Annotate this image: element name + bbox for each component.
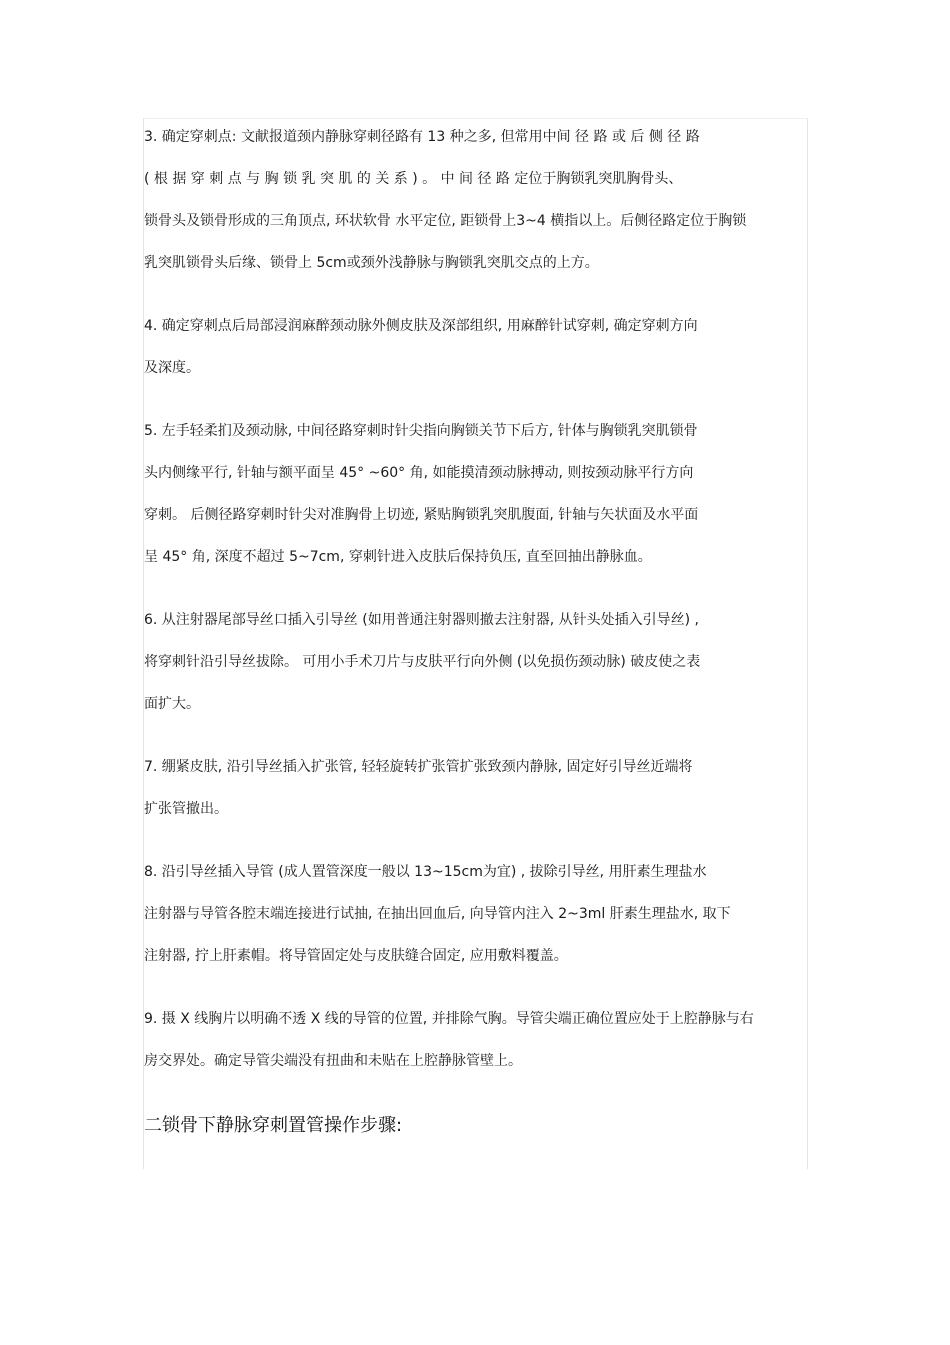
- text-line: 8. 沿引导丝插入导管 (成人置管深度一般以 13~15cm为宜) , 拔除引导丝, 用肝素生理盐水: [144, 864, 707, 880]
- text-line: 将穿刺针沿引导丝拔除。 可用小手术刀片与皮肤平行向外侧 (以免损伤颈动脉) 破皮使之表: [144, 654, 701, 670]
- text-line: 6. 从注射器尾部导丝口插入引导丝 (如用普通注射器则撤去注射器, 从针头处插入引导丝) ,: [144, 612, 699, 628]
- text-line: 锁骨头及锁骨形成的三角顶点, 环状软骨 水平定位, 距锁骨上3~4 横指以上。后侧径路定位于胸锁: [144, 213, 747, 229]
- text-line: 房交界处。确定导管尖端没有扭曲和未贴在上腔静脉管壁上。: [144, 1053, 522, 1069]
- text-line: 5. 左手轻柔扪及颈动脉, 中间径路穿刺时针尖指向胸锁关节下后方, 针体与胸锁乳突肌锁骨: [144, 423, 698, 439]
- document-page: [143, 118, 808, 1169]
- text-line: ( 根 据 穿 刺 点 与 胸 锁 乳 突 肌 的 关 系 ) 。 中 间 径 路 定位于胸锁乳突肌胸骨头、: [144, 171, 683, 187]
- text-line: 扩张管撤出。: [144, 801, 228, 817]
- text-line: 9. 摄 X 线胸片以明确不透 X 线的导管的位置, 并排除气胸。导管尖端正确位置应处于上腔静脉与右: [144, 1011, 754, 1027]
- text-line: 4. 确定穿刺点后局部浸润麻醉颈动脉外侧皮肤及深部组织, 用麻醉针试穿刺, 确定穿刺方向: [144, 318, 698, 334]
- text-line: 面扩大。: [144, 696, 200, 712]
- text-line: 穿刺。 后侧径路穿刺时针尖对准胸骨上切迹, 紧贴胸锁乳突肌腹面, 针轴与矢状面及水平面: [144, 507, 699, 523]
- text-line: 7. 绷紧皮肤, 沿引导丝插入扩张管, 轻轻旋转扩张管扩张致颈内静脉, 固定好引导丝近端将: [144, 759, 693, 775]
- text-line: 头内侧缘平行, 针轴与额平面呈 45° ~60° 角, 如能摸清颈动脉搏动, 则按颈动脉平行方向: [144, 465, 694, 481]
- text-line: 及深度。: [144, 360, 200, 376]
- text-line: 乳突肌锁骨头后缘、锁骨上 5cm或颈外浅静脉与胸锁乳突肌交点的上方。: [144, 255, 599, 271]
- text-line: 呈 45° 角, 深度不超过 5~7cm, 穿刺针进入皮肤后保持负压, 直至回抽出静脉血。: [144, 549, 652, 565]
- section-heading: 二锁骨下静脉穿刺置管操作步骤:: [144, 1115, 403, 1136]
- text-line: 注射器与导管各腔末端连接进行试抽, 在抽出回血后, 向导管内注入 2~3ml 肝素生理盐水, 取下: [144, 906, 731, 922]
- text-line: 注射器, 拧上肝素帽。将导管固定处与皮肤缝合固定, 应用敷料覆盖。: [144, 948, 568, 964]
- text-line: 3. 确定穿刺点: 文献报道颈内静脉穿刺径路有 13 种之多, 但常用中间 径 路 或 后 侧 径 路: [144, 129, 700, 145]
